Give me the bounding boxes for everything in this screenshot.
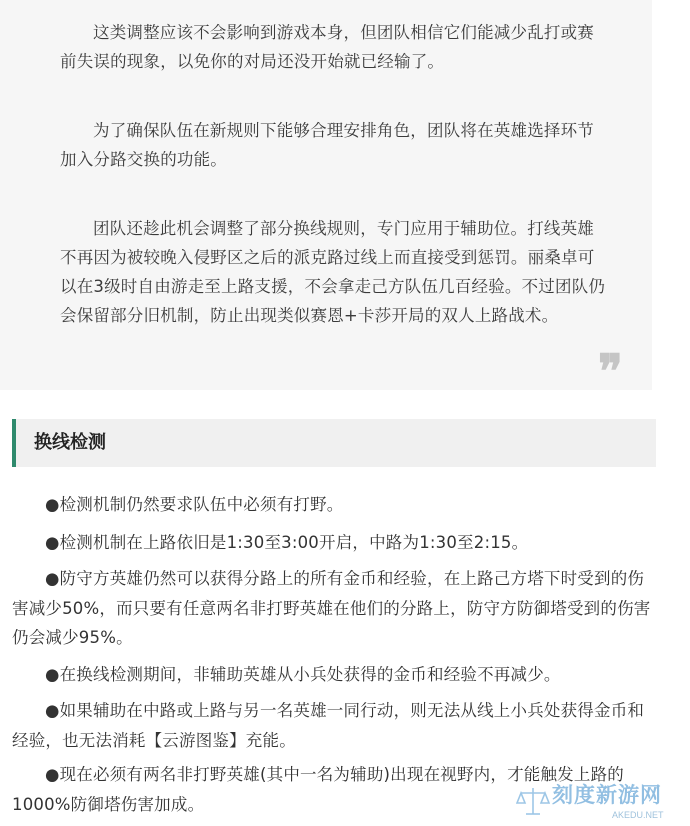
quote-paragraph: 这类调整应该不会影响到游戏本身，但团队相信它们能减少乱打或赛前失误的现象，以免你的对局还没开始就已经输了。 xyxy=(60,23,594,71)
quote-paragraph: 团队还趁此机会调整了部分换线规则，专门应用于辅助位。打线英雄不再因为被较晚入侵野区之后的派克路过线上而直接受到惩罚。丽桑卓可以在3级时自由游走至上路支援，不会拿走己方队伍几百经验。不过团队仍会保留部分旧机制，防止出现类似赛恩+卡莎开局的双人上路战术。 xyxy=(60,219,606,325)
balance-scale-icon xyxy=(516,784,550,818)
site-watermark xyxy=(516,782,690,826)
bullet-item: ●现在必须有两名非打野英雄(其中一名为辅助)出现在视野内，才能触发上路的1000%防御塔伤害加成。 xyxy=(12,765,624,814)
bullet-item: ●如果辅助在中路或上路与另一名英雄一同行动，则无法从线上小兵处获得金币和经验，也无法消耗【云游图鉴】充能。 xyxy=(12,701,645,750)
bullet-item: ●检测机制仍然要求队伍中必须有打野。 xyxy=(45,495,344,514)
bullet-item: ●防守方英雄仍然可以获得分路上的所有金币和经验，在上路己方塔下时受到的伤害减少50%，而只要有任意两名非打野英雄在他们的分路上，防守方防御塔受到的伤害仍会减少95%。 xyxy=(12,569,651,647)
bullet-item: ●检测机制在上路依旧是1:30至3:00开启，中路为1:30至2:15。 xyxy=(45,533,529,552)
watermark-text: 刻度新游网 xyxy=(552,783,662,807)
closing-quote-icon: ❞ xyxy=(598,344,623,398)
quote-paragraph: 为了确保队伍在新规则下能够合理安排角色，团队将在英雄选择环节加入分路交换的功能。 xyxy=(60,121,594,169)
section-heading xyxy=(12,419,656,467)
bullet-item: ●在换线检测期间，非辅助英雄从小兵处获得的金币和经验不再减少。 xyxy=(45,665,561,684)
blockquote xyxy=(0,0,652,398)
watermark-url: AKEDU.NET xyxy=(612,810,664,820)
section-title: 换线检测 xyxy=(34,432,106,453)
